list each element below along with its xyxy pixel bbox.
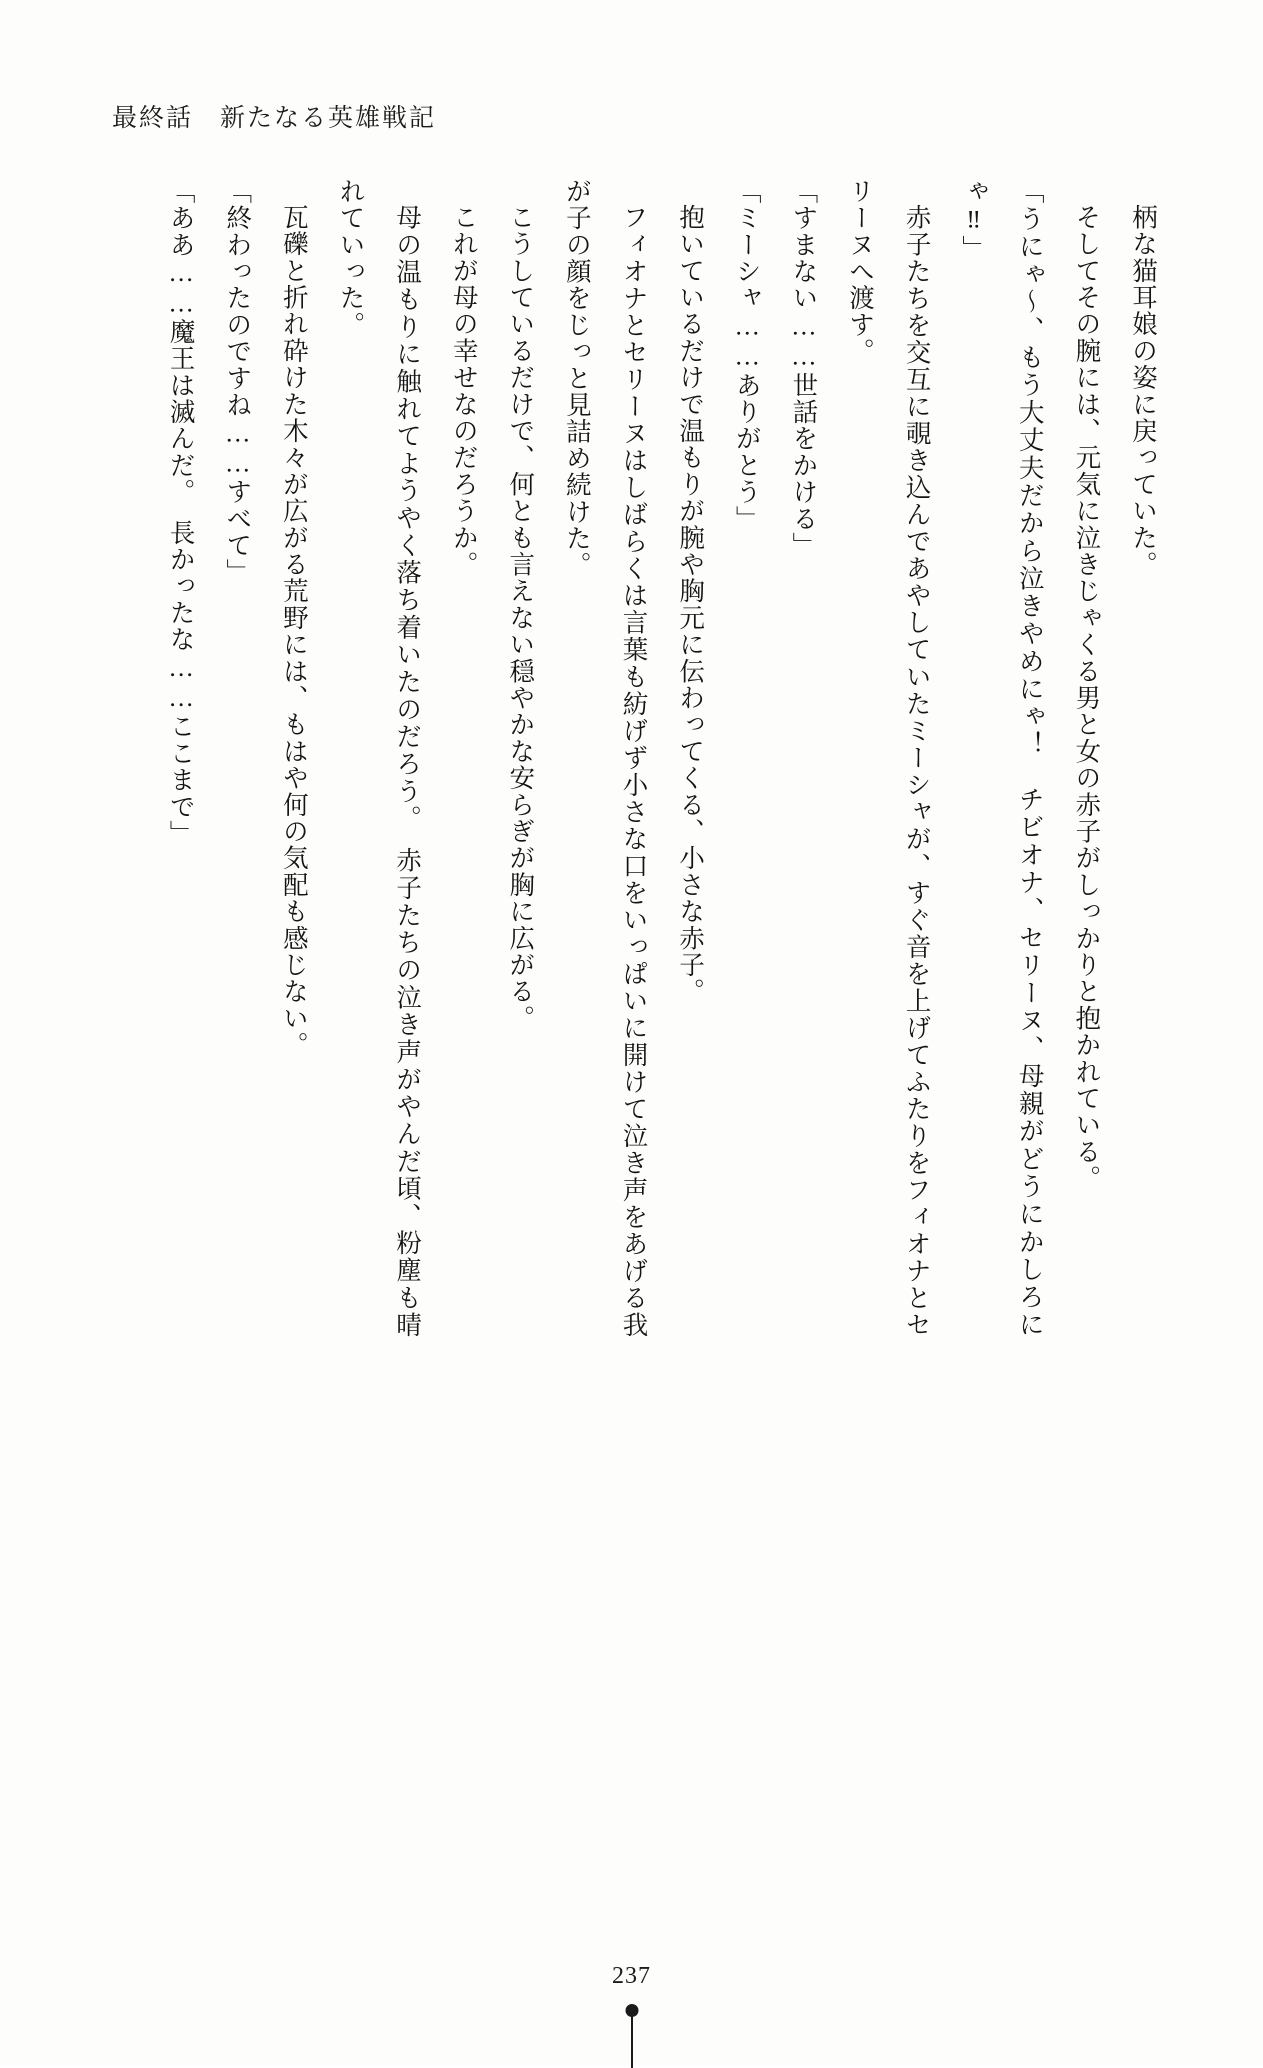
page-number: 237 xyxy=(612,1963,651,1989)
paragraph: 柄な猫耳娘の姿に戻っていた。 xyxy=(1129,203,1158,578)
paragraph: 抱いているだけで温もりが腕や胸元に伝わってくる、小さな赤子。 xyxy=(676,203,706,1005)
paragraph: 瓦礫と折れ砕けた木々が広がる荒野には、もはや何の気配も感じない。 xyxy=(279,203,309,1058)
body-text xyxy=(161,178,1171,1338)
paragraph: フィオナとセリーヌはしばらくは言葉も紡げず小さな口をいっぱいに開けて泣き声をあげる我が子の顔をじっと見詰め続けた。 xyxy=(562,178,649,1338)
paragraph: 「すまない……世話をかける」 xyxy=(789,178,819,559)
paragraph: これが母の幸せなのだろうか。 xyxy=(449,203,479,578)
paragraph: そしてその腕には、元気に泣きじゃくる男と女の赤子がしっかりと抱かれている。 xyxy=(1072,203,1102,1192)
binding-stem-icon xyxy=(631,2016,633,2068)
paragraph: 「うにゃ～、もう大丈夫だから泣きやめにゃ！ チビオナ、セリーヌ、母親がどうにかしろにゃ‼」 xyxy=(959,178,1045,1338)
paragraph: 母の温もりに触れてようやく落ち着いたのだろう。 赤子たちの泣き声がやんだ頃、粉塵も晴れていった。 xyxy=(336,178,423,1338)
paragraph: 「ああ……魔王は滅んだ。 長かったな……ここまで」 xyxy=(166,178,196,847)
binding-mark-icon xyxy=(622,2004,642,2066)
chapter-header: 最終話 新たなる英雄戦記 xyxy=(112,105,437,132)
paragraph: 赤子たちを交互に覗き込んであやしていたミーシャが、すぐ音を上げてふたりをフィオナとセリーヌへ渡す。 xyxy=(845,178,932,1338)
paragraph: こうしているだけで、何とも言えない穏やかな安らぎが胸に広がる。 xyxy=(506,203,536,1032)
paragraph: 「ミーシャ……ありがとう」 xyxy=(732,178,762,533)
paragraph: 「終わったのですね……すべて」 xyxy=(223,178,253,586)
